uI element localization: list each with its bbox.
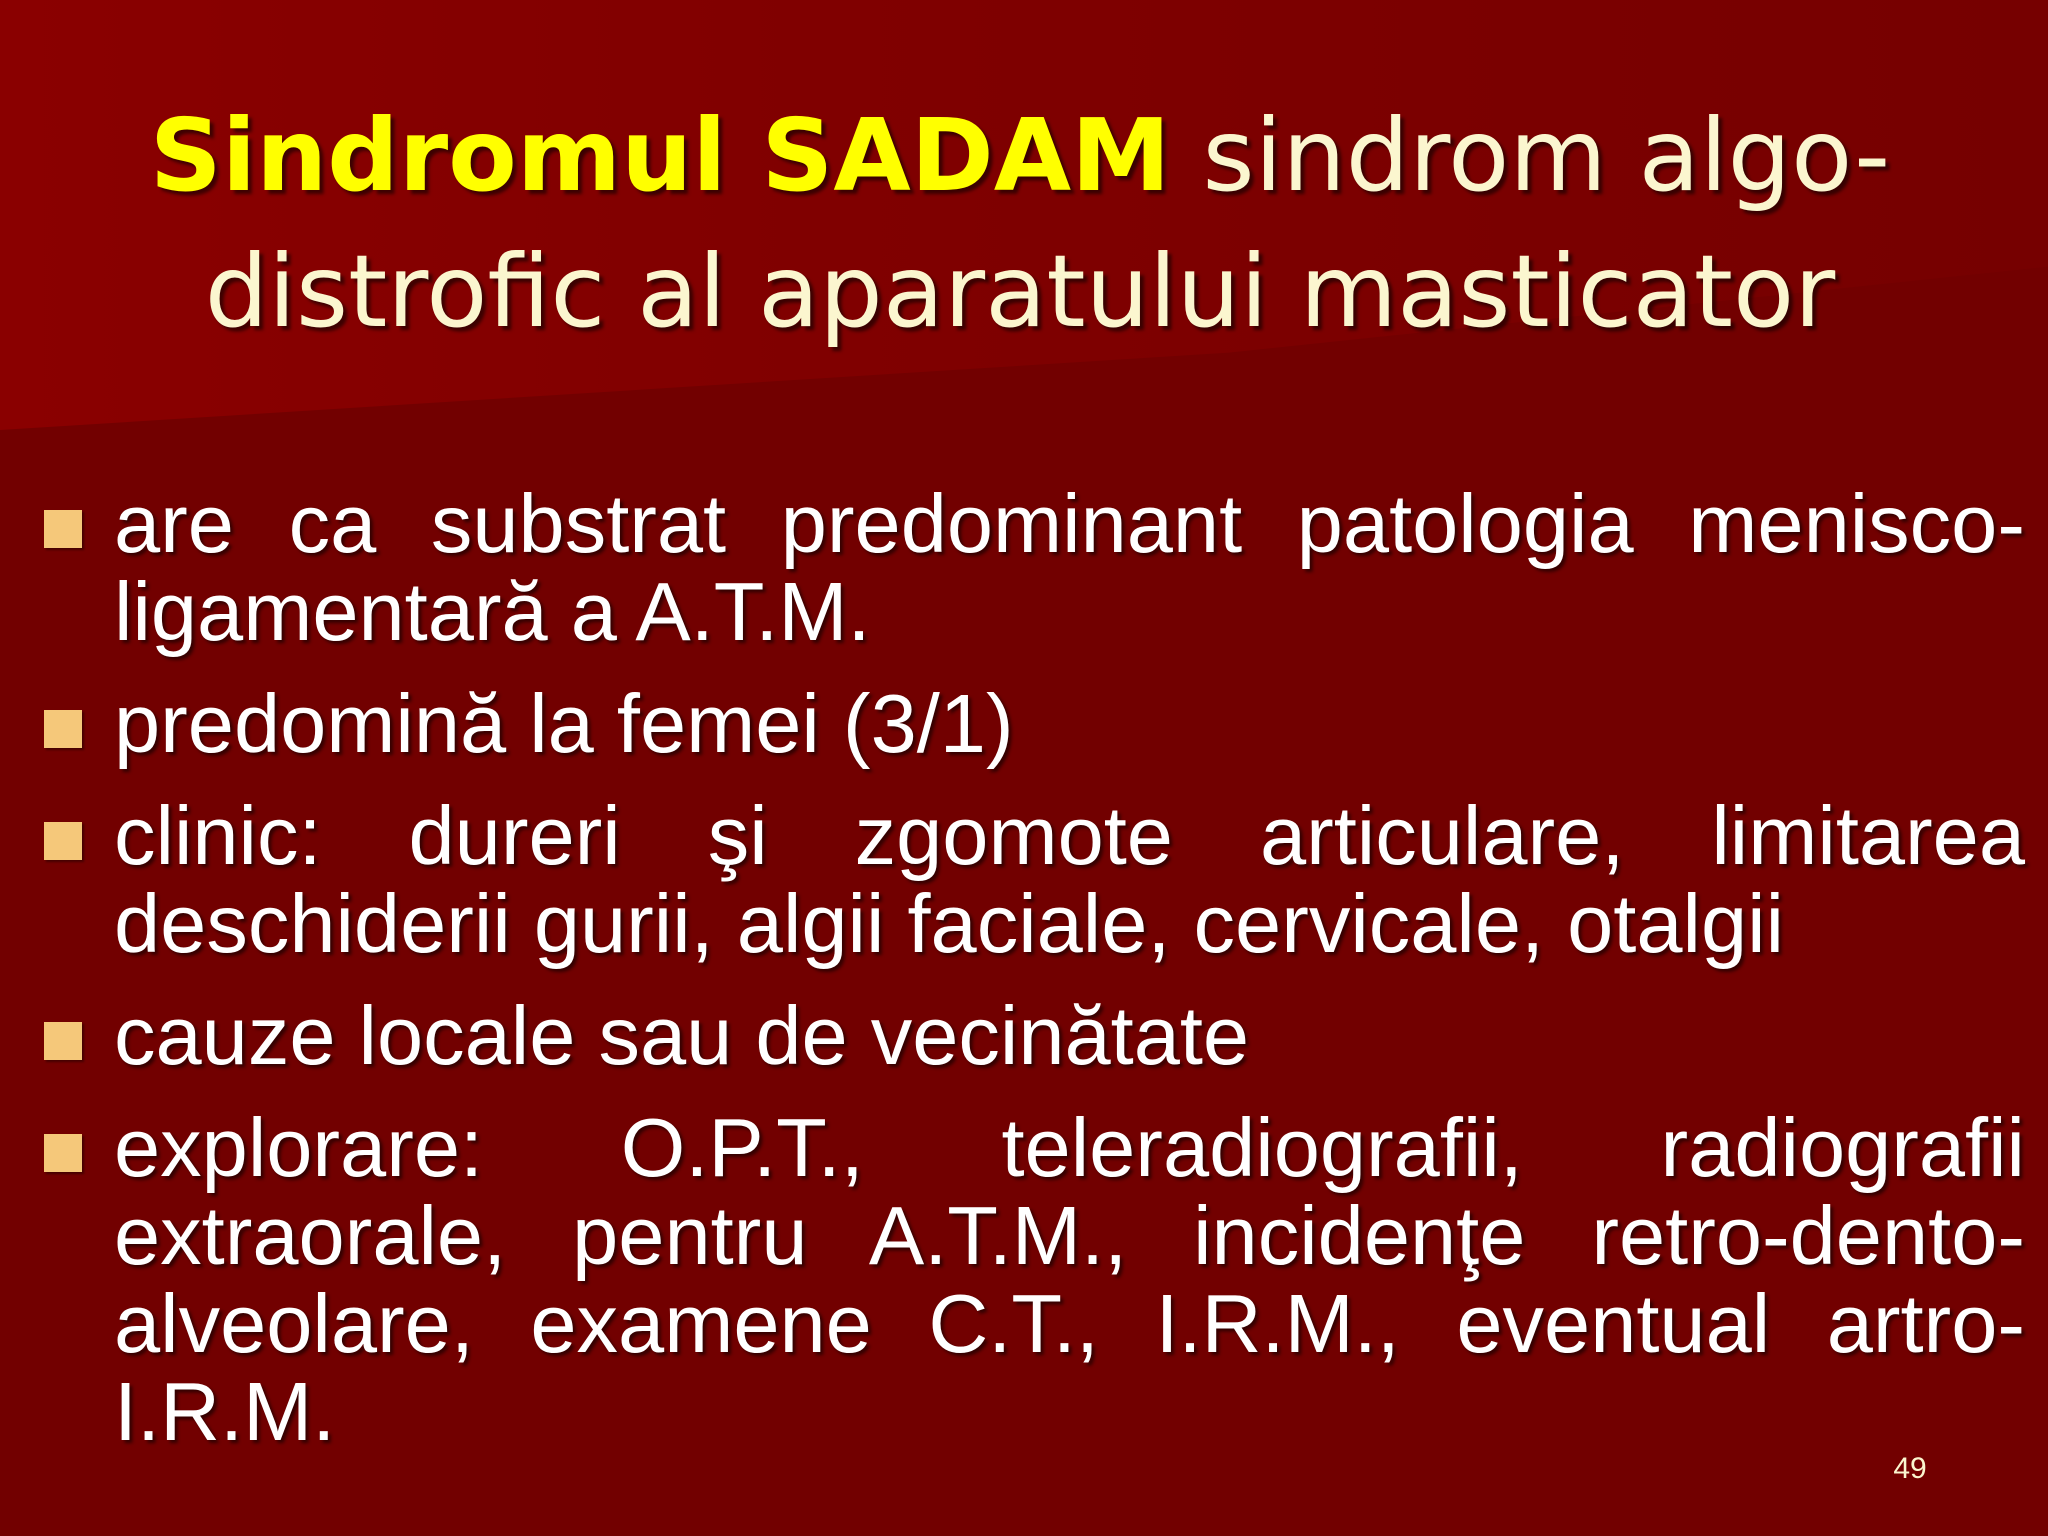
square-bullet-icon <box>44 710 82 748</box>
bullet-list <box>40 477 2025 1480</box>
slide-title <box>60 88 1980 360</box>
bullet-text: explorare: O.P.T., teleradiografii, radiografii extraorale, pentru A.T.M., incidenţe retro-dento-alveolare, examene C.T., I.R.M., eventual artro-I.R.M. <box>114 1101 2025 1458</box>
bullet-item-exploration <box>40 1101 2025 1458</box>
bullet-item-substrate <box>40 477 2025 658</box>
bullet-item-prevalence <box>40 677 2025 770</box>
page-number: 49 <box>1893 1452 1927 1485</box>
bullet-text: predomină la femei (3/1) <box>114 677 1014 770</box>
bullet-text: are ca substrat predominant patologia menisco-ligamentară a A.T.M. <box>114 477 2025 658</box>
bullet-item-clinical <box>40 789 2025 970</box>
square-bullet-icon <box>44 1134 82 1172</box>
bullet-item-causes <box>40 989 2025 1082</box>
slide-title-rest: sindrom algo-distrofic al aparatului masticator <box>204 97 1891 350</box>
square-bullet-icon <box>44 1022 82 1060</box>
square-bullet-icon <box>44 510 82 548</box>
square-bullet-icon <box>44 822 82 860</box>
slide-title-highlight: Sindromul SADAM <box>149 97 1171 214</box>
bullet-text: cauze locale sau de vecinătate <box>114 989 1250 1082</box>
bullet-text: clinic: dureri şi zgomote articulare, limitarea deschiderii gurii, algii faciale, cervicale, otalgii <box>114 789 2025 970</box>
